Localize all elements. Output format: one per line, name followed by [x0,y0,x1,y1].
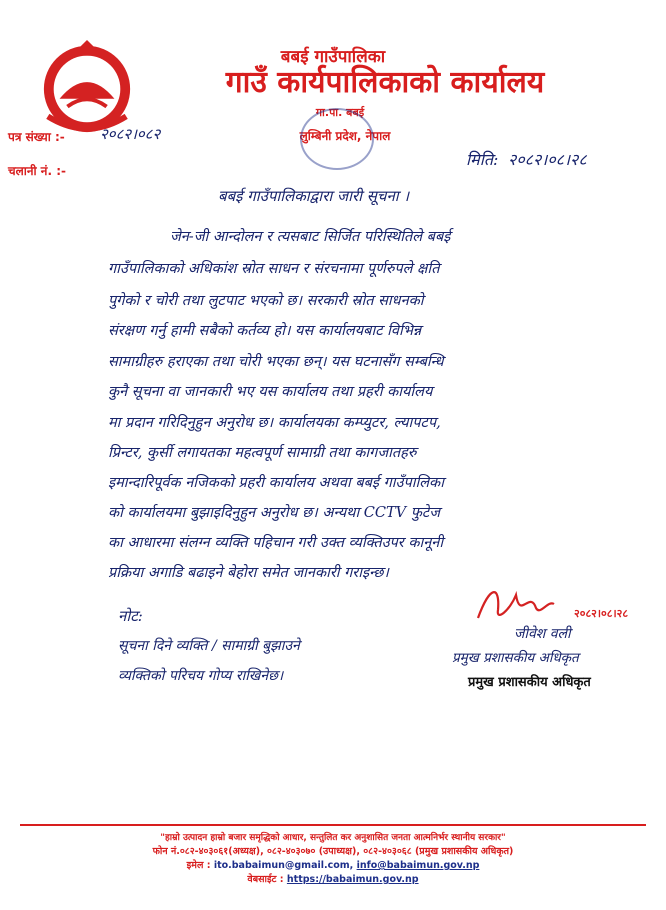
notice-title: बबई गाउँपालिकाद्वारा जारी सूचना । [218,187,410,205]
note-line: व्यक्तिको परिचय गोप्य राखिनेछ। [118,668,284,684]
office-round-stamp [300,108,374,170]
date-value: २०८२।०८।२८ [508,150,587,169]
note-label: नोट: [118,607,143,625]
footer-divider [20,824,646,826]
note-line: सूचना दिने व्यक्ति / सामाग्री बुझाउने [118,638,300,654]
date-label: मिति: [466,150,499,169]
letter-no-value: २०८२।०८२ [100,125,161,143]
municipality-name: बबई गाउँपालिका [280,47,386,67]
email-link-1[interactable]: ito.babaimun@gmail.com, [213,860,354,871]
notice-line: प्रिन्टर, कुर्सी लगायतका महत्वपूर्ण सामाग्री तथा कागजातहरु [108,445,417,461]
notice-line: का आधारमा संलग्न व्यक्ति पहिचान गरी उक्त व्यक्तिउपर कानूनी [108,535,444,551]
province-line: लुम्बिनी प्रदेश, नेपाल [299,129,391,143]
footer-web-row [0,872,666,885]
footer-email-row [0,858,666,871]
notice-line: जेन-जी आन्दोलन र त्यसबाट सिर्जित परिस्थितिले बबई [170,229,451,245]
website-link[interactable]: https://babaimun.gov.np [286,874,419,885]
email-label: इमेल : [186,860,211,871]
footer-slogan: "हाम्रो उत्पादन हाम्रो बजार समृद्धिको आधार, सन्तुलित कर अनुशासित जनता आत्मनिर्भर स्थानीय सरकार" [160,833,506,843]
signatory-title-stamp: प्रमुख प्रशासकीय अधिकृत [468,675,591,690]
notice-line: संरक्षण गर्नु हामी सबैको कर्तव्य हो। यस कार्यालयबाट विभिन्न [108,323,422,339]
dispatch-label: चलानी नं. :- [8,164,66,178]
email-link-2[interactable]: info@babaimun.gov.np [356,860,480,871]
notice-line: कुनै सूचना वा जानकारी भए यस कार्यालय तथा प्रहरी कार्यालय [108,384,433,400]
office-title: गाउँ कार्यपालिकाको कार्यालय [225,65,545,100]
signatory-title-handwritten: प्रमुख प्रशासकीय अधिकृत [452,650,579,666]
footer-phone: फोन नं.०८२-४०३०६१(अध्यक्ष), ०८२-४०३०७० (उपाध्यक्ष), ०८२-४०३०६८ (प्रमुख प्रशासकीय अधिकृत) [152,846,514,857]
letter-no-label: पत्र संख्या :- [8,130,65,144]
notice-line: इमान्दारिपूर्वक नजिकको प्रहरी कार्यालय अथवा बबई गाउँपालिका [108,475,444,491]
notice-line: सामाग्रीहरु हराएका तथा चोरी भएका छन्। यस घटनासँग सम्बन्धि [108,354,444,370]
website-label: वेबसाईट : [247,874,284,885]
header-stamp-text: गा.पा. बबई [315,106,365,119]
signatory-name: जीवेश वली [514,626,571,642]
notice-line: को कार्यालयमा बुझाइदिनुहुन अनुरोध छ। अन्यथा CCTV फुटेज [108,505,440,521]
signature [470,580,590,630]
signature-date: २०८२।०८।२८ [574,607,629,620]
notice-line: मा प्रदान गरिदिनुहुन अनुरोध छ। कार्यालयका कम्प्युटर, ल्यापटप, [108,415,441,431]
notice-line: गाउँपालिकाको अधिकांश स्रोत साधन र संरचनामा पूर्णरुपले क्षति [108,261,440,277]
notice-line: प्रक्रिया अगाडि बढाइने बेहोरा समेत जानकारी गराइन्छ। [108,565,389,581]
notice-line: पुगेको र चोरी तथा लुटपाट भएको छ। सरकारी स्रोत साधनको [108,293,424,309]
